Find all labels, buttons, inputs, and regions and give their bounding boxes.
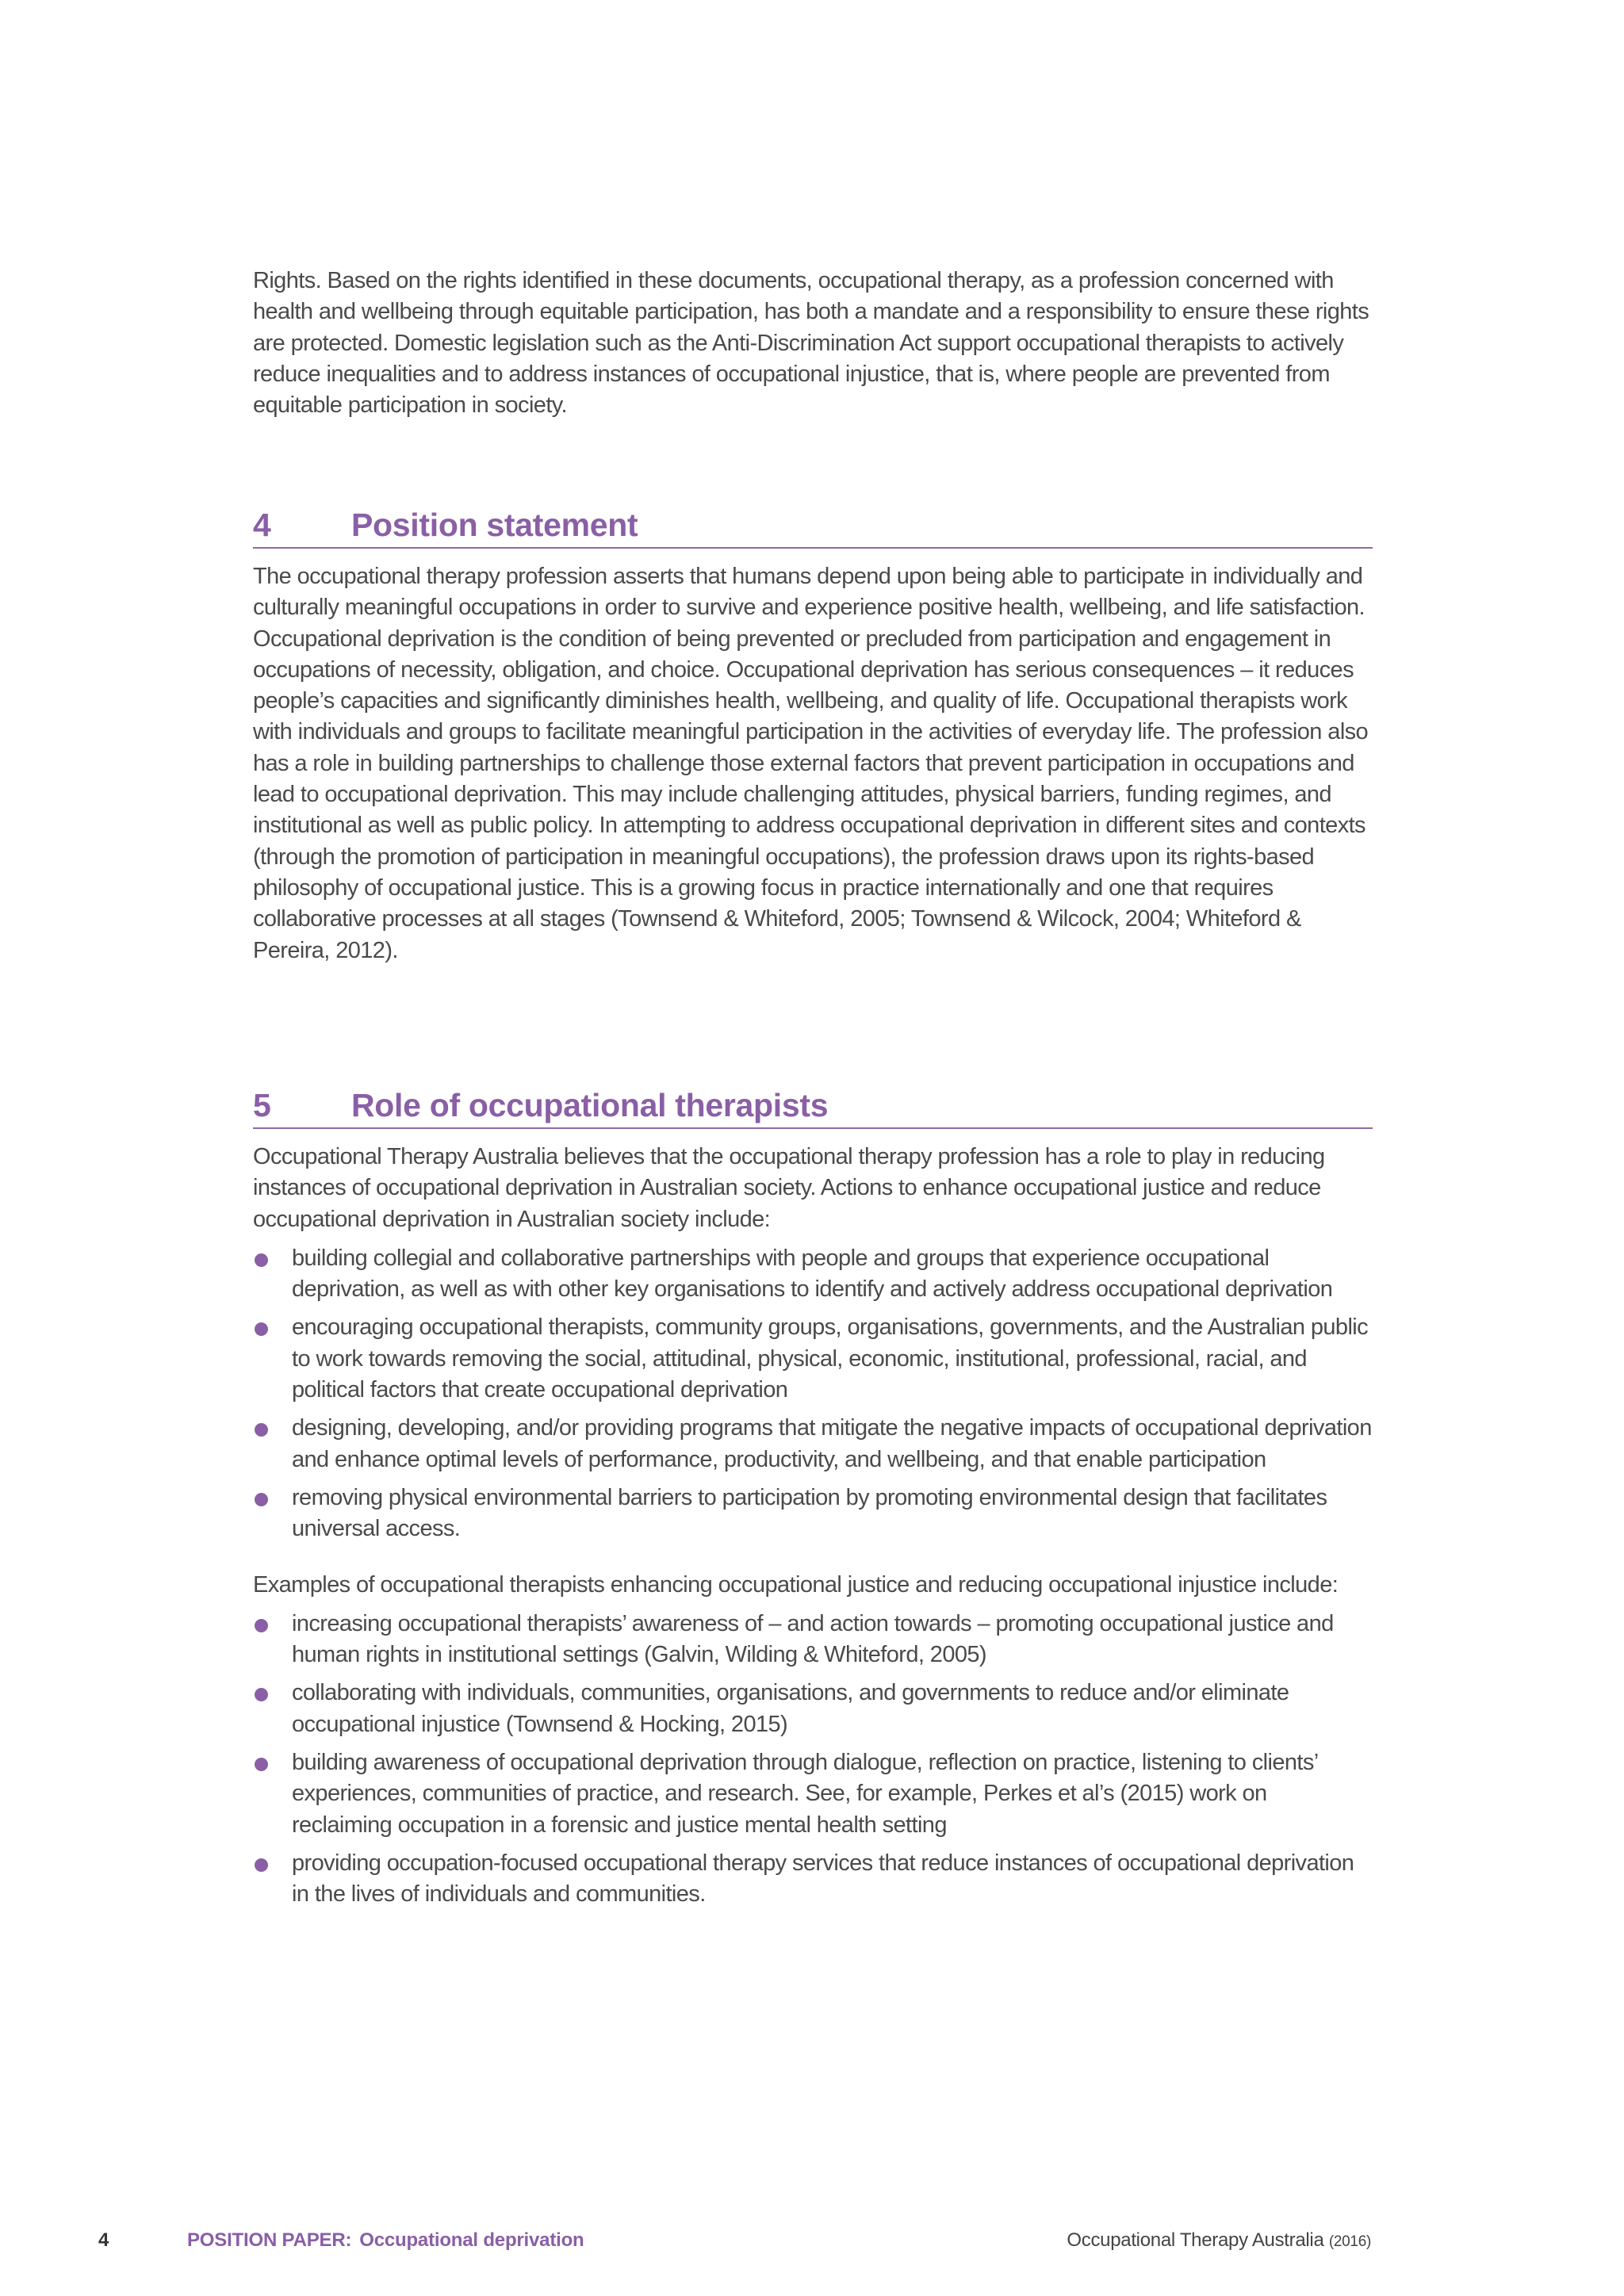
intro-paragraph: Rights. Based on the rights identified in these documents, occupational therapy, as a profession concerned with health and wellbeing through equitable participation, has both a mandate and a responsibility to ensure these rights are protected. Domestic legislation such as the Anti-Discrimination Act support occupational therapists to actively reduce inequalities and to address instances of occupational injustice, that is, where people are prevented from equitable participation in society. — [253, 268, 1369, 419]
list-item: building collegial and collaborative partnerships with people and groups that experience occupational deprivation, as well as with other key organisations to identify and actively address occupational deprivation — [253, 1243, 1373, 1306]
bullet-icon — [255, 1688, 268, 1701]
footer-document-title — [187, 2229, 584, 2252]
bullet-icon — [255, 1423, 268, 1437]
list-item: removing physical environmental barriers to participation by promoting environmental design that facilitates universal access. — [253, 1483, 1373, 1545]
section-4-paragraph: The occupational therapy profession asserts that humans depend upon being able to participate in individually and culturally meaningful occupations in order to survive and experience positive health, wellbeing, and life satisfaction. Occupational deprivation is the condition of being prevented or precluded from participation and engagement in occupations of necessity, obligation, and choice. Occupational deprivation has serious consequences – it reduces people’s capacities and significantly diminishes health, wellbeing, and quality of life. Occupational therapists work with individuals and groups to facilitate meaningful participation in the activities of everyday life. The profession also has a role in building partnerships to challenge those external factors that prevent participation in occupations and lead to occupational deprivation. This may include challenging attitudes, physical barriers, funding regimes, and institutional as well as public policy. In attempting to address occupational deprivation in different sites and contexts (through the promotion of participation in meaningful occupations), the profession draws upon its rights-based philosophy of occupational justice. This is a growing focus in practice internationally and one that requires collaborative processes at all stages (Townsend & Whiteford, 2005; Townsend & Wilcock, 2004; Whiteford & Pereira, 2012). — [253, 564, 1369, 963]
list-item: encouraging occupational therapists, community groups, organisations, governments, and the Australian public to work towards removing the social, attitudinal, physical, economic, institutional, professional, racial, and political factors that create occupational deprivation — [253, 1312, 1373, 1406]
intro-block — [253, 266, 1373, 421]
section-4 — [253, 499, 1373, 966]
list-item: collaborating with individuals, communities, organisations, and governments to reduce and/or eliminate occupational injustice (Townsend & Hocking, 2015) — [253, 1678, 1373, 1740]
section-5-paragraph-2: Examples of occupational therapists enhancing occupational justice and reducing occupational injustice include: — [253, 1571, 1339, 1598]
list-item: building awareness of occupational deprivation through dialogue, reflection on practice, listening to clients’ experiences, communities of practice, and research. See, for example, Perkes et al’s (2015) work on reclaiming occupation in a forensic and justice mental health setting — [253, 1747, 1373, 1841]
section-5 — [253, 1080, 1373, 1918]
bullet-icon — [255, 1858, 268, 1872]
footer-org-name: Occupational Therapy Australia — [1067, 2229, 1324, 2251]
list-item: increasing occupational therapists’ awareness of – and action towards – promoting occupational justice and human rights in institutional settings (Galvin, Wilding & Whiteford, 2005) — [253, 1609, 1373, 1671]
section-5-number: 5 — [253, 1087, 271, 1123]
examples-list — [253, 1609, 1373, 1911]
footer-organisation — [1067, 2229, 1371, 2252]
bullet-icon — [255, 1619, 268, 1632]
footer-year: (2016) — [1328, 2233, 1371, 2250]
section-5-paragraph-1: Occupational Therapy Australia believes that the occupational therapy profession has a role to play in reducing instances of occupational deprivation in Australian society. Actions to enhance occupational justice and reduce occupational deprivation in Australian society include: — [253, 1144, 1325, 1232]
list-item: providing occupation-focused occupational therapy services that reduce instances of occupational deprivation in the lives of individuals and communities. — [253, 1848, 1373, 1911]
bullet-icon — [255, 1493, 268, 1506]
page-number: 4 — [98, 2229, 109, 2251]
section-5-heading — [253, 1080, 1373, 1129]
bullet-icon — [255, 1322, 268, 1336]
bullet-icon — [255, 1253, 268, 1267]
footer-doc-title: Occupational deprivation — [359, 2229, 584, 2251]
section-5-title: Role of occupational therapists — [351, 1087, 829, 1123]
section-4-number: 4 — [253, 507, 271, 543]
section-4-heading — [253, 499, 1373, 549]
actions-list — [253, 1243, 1373, 1545]
section-4-title: Position statement — [351, 507, 638, 543]
list-item: designing, developing, and/or providing programs that mitigate the negative impacts of occupational deprivation and enhance optimal levels of performance, productivity, and wellbeing, and that enable participation — [253, 1413, 1373, 1475]
footer-doc-type: POSITION PAPER: — [187, 2229, 352, 2251]
page-footer — [0, 2229, 1624, 2261]
bullet-icon — [255, 1758, 268, 1771]
